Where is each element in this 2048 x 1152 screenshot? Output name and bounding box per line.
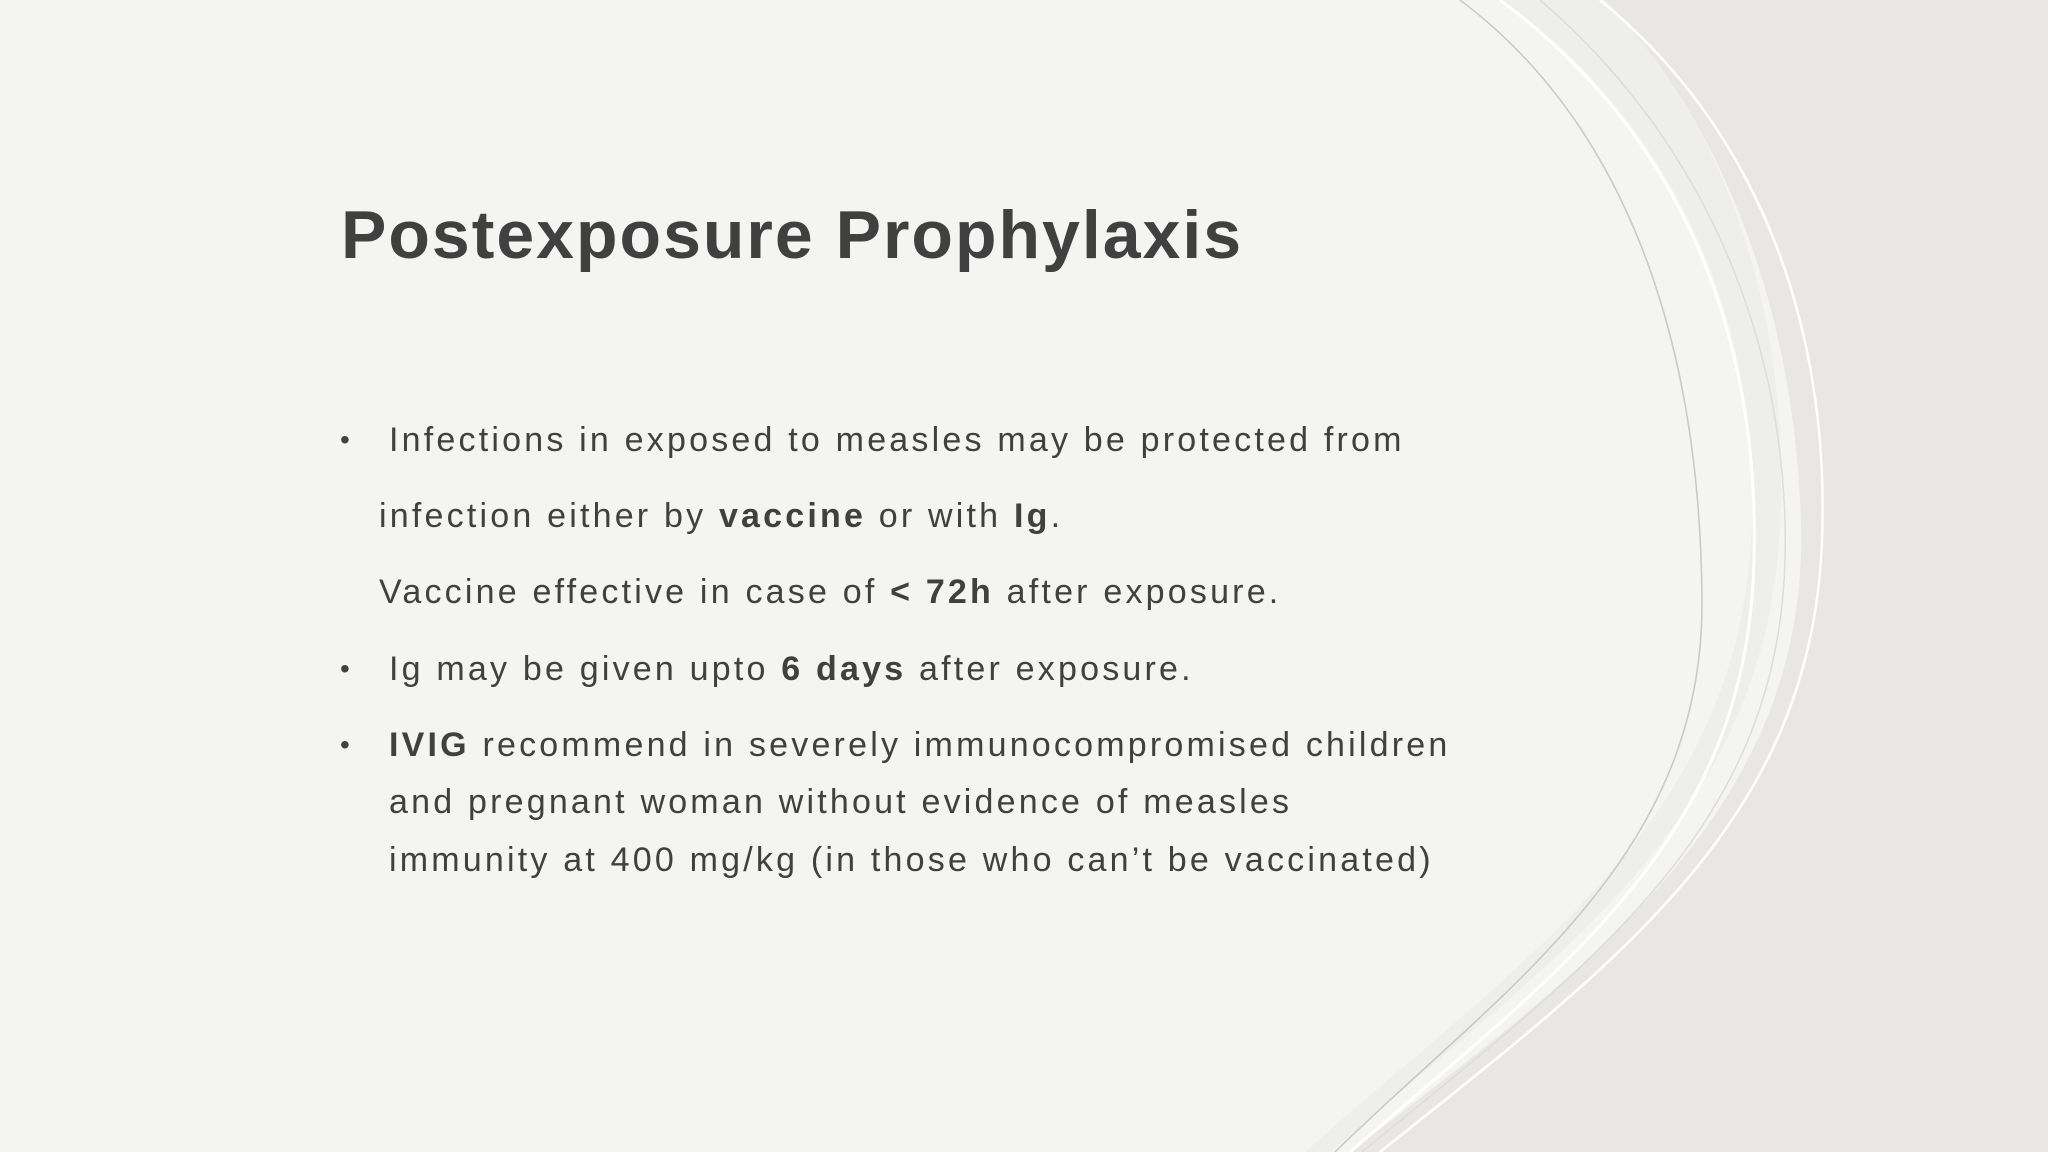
bullet-1-line-3-pre: Vaccine effective in case of [379, 573, 891, 611]
bullet-2-pre: Ig may be given upto [389, 650, 782, 688]
bullet-3-line-2: and pregnant woman without evidence of measles [389, 783, 1293, 821]
72h-emphasis: < 72h [890, 573, 995, 611]
bullet-1-line-3-post: after exposure. [994, 573, 1282, 611]
bullet-2-glyph: • [340, 653, 350, 684]
bullet-1-line-1: Infections in exposed to measles may be protected from [389, 421, 1405, 459]
bullet-1-line-2-post: . [1050, 497, 1064, 535]
vaccine-emphasis: vaccine [718, 497, 867, 535]
bullet-3-line-1 [389, 725, 1451, 765]
6-days-emphasis: 6 days [781, 650, 907, 688]
slide-title: Postexposure Prophylaxis [341, 197, 1244, 273]
bullet-3-line-3: immunity at 400 mg/kg (in those who can’t be vaccinated) [389, 841, 1434, 879]
ig-emphasis: Ig [1013, 497, 1051, 535]
bullet-3-line-1-post: recommend in severely immunocompromised children [469, 726, 1451, 764]
bullet-1-line-2-pre: infection either by [379, 497, 719, 535]
bullet-1-line-3 [379, 572, 1281, 612]
ivig-emphasis: IVIG [389, 726, 470, 764]
bullet-1-line-2 [379, 496, 1063, 536]
bullet-1-glyph: • [340, 424, 350, 455]
bullet-2-post: after exposure. [906, 650, 1194, 688]
bullet-1-line-2-mid: or with [866, 497, 1014, 535]
bullet-3-glyph: • [340, 729, 350, 760]
bullet-2-line [389, 649, 1194, 689]
